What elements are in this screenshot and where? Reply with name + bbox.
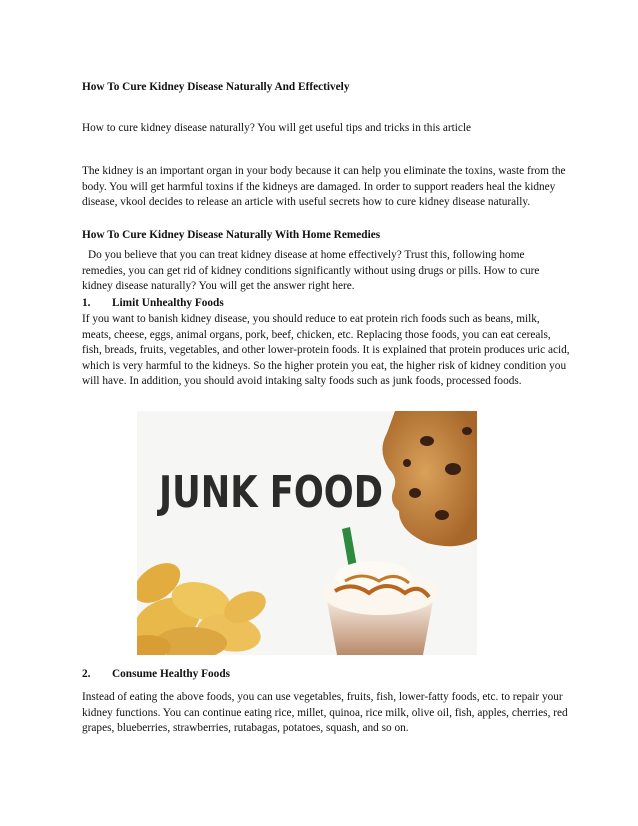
section-heading-home-remedies: How To Cure Kidney Disease Naturally With Home Remedies [82,229,381,241]
junk-food-image [137,411,477,655]
section-2-body: Instead of eating the above foods, you can use vegetables, fruits, fish, lower-fatty foods, etc. to repair your kidney functions. You can continue eating rice, millet, quinoa, rice milk, olive oil, fish, apples, cherries, red grapes, blueberries, strawberries, rutabagas, potatoes, squash, and so on. [82,691,568,734]
junk-food-illustration [137,411,477,655]
section-1-title: Limit Unhealthy Foods [112,297,224,309]
section-2-title: Consume Healthy Foods [112,668,230,680]
paragraph-1: The kidney is an important organ in your body because it can help you eliminate the toxins, waste from the body. You will get harmful toxins if the kidneys are damaged. In order to support readers heal the kidney disease, vkool decides to release an article with useful secrets how to cure kidney disease naturally. [82,165,566,208]
intro-text: How to cure kidney disease naturally? You will get useful tips and tricks in this article [82,122,472,134]
section-1-heading [82,296,570,312]
section-2-heading [82,667,570,683]
junk-food-label: JUNK FOOD [156,467,383,518]
document-title: How To Cure Kidney Disease Naturally And Effectively [82,81,350,93]
section-1-number: 1. [82,297,91,309]
chips-pile [137,555,271,655]
section-1-body: If you want to banish kidney disease, you should reduce to eat protein rich foods such as beans, milk, meats, cheese, eggs, animal organs, pork, beef, chicken, etc. Replacing those foods, you can eat cereals, fish, breads, fruits, vegetables, and other lower-protein foods. It is explained that protein produces uric acid, which is very harmful to the kidneys. So the higher protein you eat, the higher risk of kidney condition you will have. In addition, you should avoid intaking salty foods such as junk foods, processed foods. [82,313,570,387]
section-2-number: 2. [82,668,91,680]
paragraph-2: Do you believe that you can treat kidney disease at home effectively? Trust this, following home remedies, you can get rid of kidney conditions significantly without using drugs or pills. How to cure kidney disease naturally? You will get the answer right here. [82,249,540,292]
